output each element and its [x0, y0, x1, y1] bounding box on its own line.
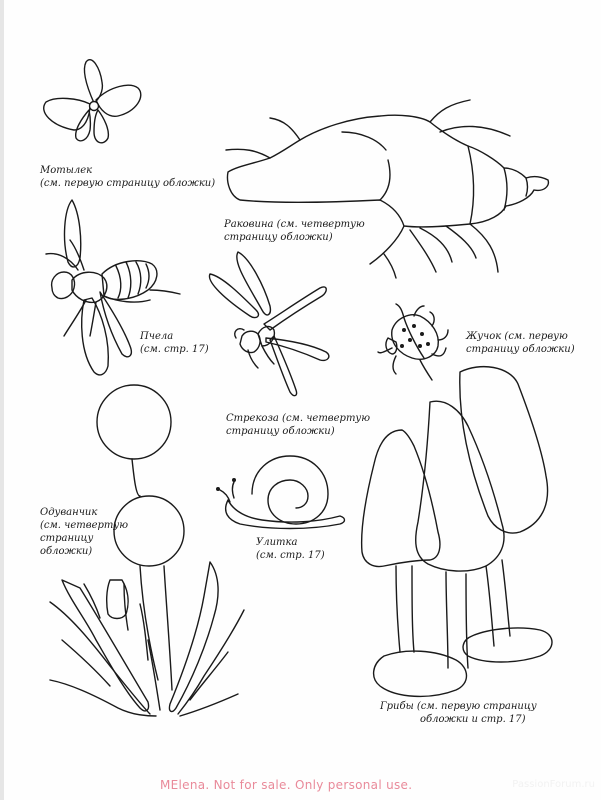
dragonfly-caption: [226, 412, 370, 438]
site-watermark: PassionForum.ru: [512, 779, 595, 790]
mushrooms-caption-line: Грибы (см. первую страницу: [380, 701, 537, 712]
butterfly-drawing: [44, 60, 141, 143]
bee-caption-line: (см. стр. 17): [140, 344, 209, 355]
beetle-caption: [466, 330, 575, 356]
dragonfly-caption-line: Стрекоза (см. четвертую: [226, 413, 371, 424]
watermark-text: MElena. Not for sale. Only personal use.: [160, 778, 413, 792]
beetle-caption-line: Жучок (см. первую: [466, 331, 568, 342]
mushrooms-caption-line: обложки и стр. 17): [420, 714, 526, 725]
bee-caption-line: Пчела: [140, 331, 174, 342]
bee-caption: [140, 330, 209, 356]
dandelion-caption-line: обложки): [40, 546, 93, 557]
snail-drawing: [216, 456, 345, 529]
mushrooms-caption: [380, 700, 537, 726]
beetle-caption-line: страницу обложки): [466, 344, 575, 355]
dragonfly-caption-line: страницу обложки): [226, 426, 335, 437]
beetle-drawing: [378, 304, 448, 380]
dandelion-caption-line: (см. четвертую: [40, 520, 128, 531]
shell-caption-line: Раковина (см. четвертую: [224, 219, 365, 230]
shell-caption: [224, 218, 365, 244]
butterfly-caption-line: (см. первую страницу обложки): [40, 178, 216, 189]
butterfly-caption-line: Мотылек: [40, 165, 93, 176]
snail-caption-line: (см. стр. 17): [256, 550, 325, 561]
dandelion-caption-line: Одуванчик: [40, 507, 98, 518]
shell-drawing: [226, 100, 548, 278]
dandelion-caption: [40, 506, 128, 558]
dragonfly-drawing: [209, 252, 328, 396]
shell-caption-line: страницу обложки): [224, 232, 333, 243]
dandelion-caption-line: страницу: [40, 533, 94, 544]
mushrooms-drawing: [362, 367, 552, 697]
butterfly-caption: [40, 164, 215, 190]
snail-caption: [256, 536, 325, 562]
snail-caption-line: Улитка: [256, 537, 298, 548]
